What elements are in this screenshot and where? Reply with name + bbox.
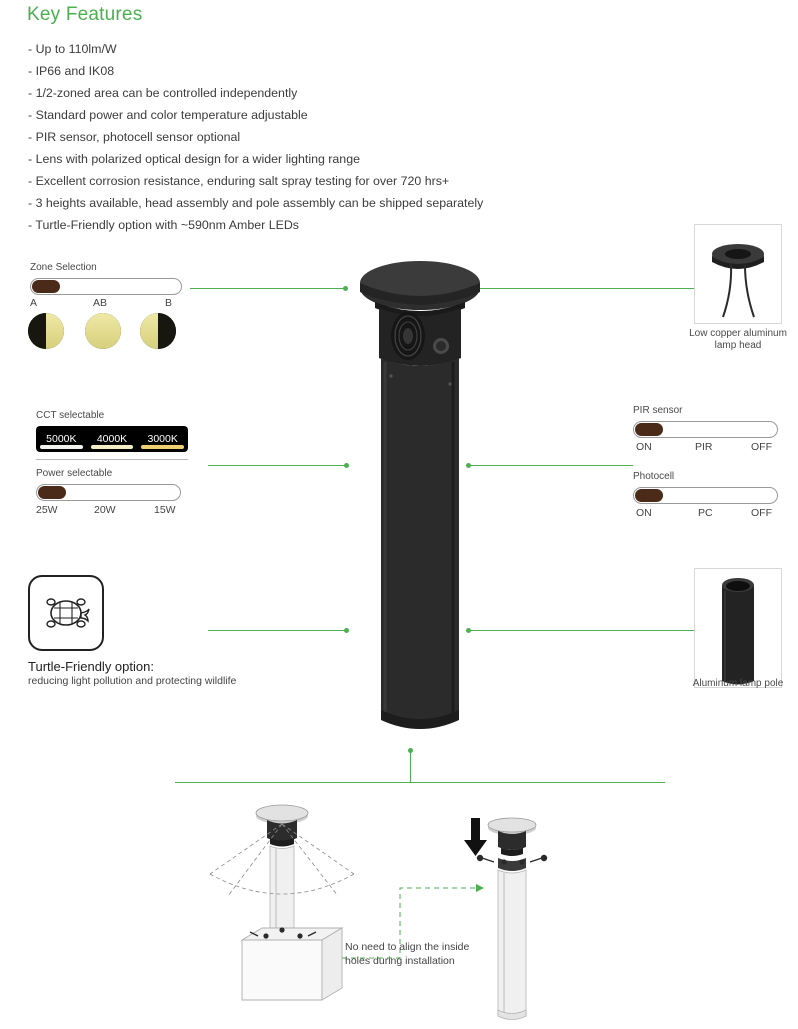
lamp-head-caption-line1: Low copper aluminum (689, 328, 787, 339)
pir-label: PIR sensor (633, 405, 683, 416)
photocell-ticks (633, 507, 778, 521)
cct-swatch (141, 445, 184, 449)
photocell-label: Photocell (633, 471, 675, 482)
photocell-block (633, 471, 778, 521)
zone-selection-block (30, 262, 182, 353)
key-feature-item: - Standard power and color temperature adjustable (28, 108, 308, 122)
lamp-pole-photo (694, 568, 782, 688)
lamp-head-illustration (695, 225, 781, 323)
key-feature-item: - Turtle-Friendly option with ~590nm Amber LEDs (28, 218, 299, 232)
cct-selector[interactable] (36, 426, 188, 452)
connector-line (468, 630, 694, 631)
zone-selection-label: Zone Selection (30, 262, 97, 273)
cct-option-5000k[interactable] (36, 426, 87, 452)
cct-swatch (40, 445, 83, 449)
connector-dot (344, 463, 349, 468)
cct-block (36, 410, 188, 460)
pir-tick-off: OFF (751, 441, 772, 453)
zone-selection-slider[interactable] (30, 278, 182, 295)
cct-option-label: 4000K (96, 433, 128, 445)
connector-line (208, 465, 346, 466)
power-block (36, 468, 181, 518)
key-feature-item: - Excellent corrosion resistance, enduring salt spray testing for over 720 hrs+ (28, 174, 450, 188)
zone-preview-icons (30, 313, 182, 353)
lamp-head-photo (694, 224, 782, 324)
key-feature-item: - 1/2-zoned area can be controlled independently (28, 86, 298, 100)
key-feature-item: - Up to 110lm/W (28, 42, 117, 56)
page-title: Key Features (27, 4, 143, 25)
cct-swatch (91, 445, 134, 449)
zone-preview-ab-icon (85, 313, 121, 349)
turtle-icon (28, 575, 104, 651)
cct-option-label: 3000K (147, 433, 178, 445)
pir-slider[interactable] (633, 421, 778, 438)
divider (36, 459, 188, 460)
key-feature-item: - IP66 and IK08 (28, 64, 115, 78)
slider-knob[interactable] (32, 280, 60, 293)
connector-dot (344, 628, 349, 633)
cct-option-4000k[interactable] (87, 426, 138, 452)
power-label: Power selectable (36, 468, 113, 479)
connector-dot (408, 748, 413, 753)
installation-diagram (170, 770, 770, 1024)
key-feature-item: - PIR sensor, photocell sensor optional (28, 130, 241, 144)
turtle-title: Turtle-Friendly option: (28, 659, 154, 674)
bollard-illustration (355, 258, 485, 748)
lamp-pole-illustration (695, 569, 781, 687)
zone-preview-b-icon (140, 313, 176, 349)
zone-tick-a: A (30, 297, 38, 309)
slider-knob[interactable] (38, 486, 66, 499)
photocell-tick-on: ON (636, 507, 652, 519)
install-note-line2: holes during installation (345, 955, 455, 967)
cct-option-3000k[interactable] (137, 426, 188, 452)
pir-sensor-block (633, 405, 778, 455)
power-tick-15w: 15W (154, 504, 176, 516)
connector-dot (343, 286, 348, 291)
slider-knob[interactable] (635, 489, 663, 502)
install-note-line1: No need to align the inside (345, 941, 470, 953)
pir-ticks (633, 441, 778, 455)
installation-illustration (170, 770, 770, 1024)
cct-option-label: 5000K (46, 433, 77, 445)
key-feature-item: - 3 heights available, head assembly and pole assembly can be shipped separately (28, 196, 484, 210)
key-features-list (28, 38, 648, 236)
connector-line (468, 465, 633, 466)
turtle-subtitle: reducing light pollution and protecting wildlife (28, 675, 237, 687)
connector-line (190, 288, 345, 289)
photocell-slider[interactable] (633, 487, 778, 504)
pir-tick-pir: PIR (695, 441, 713, 453)
photocell-tick-pc: PC (698, 507, 713, 519)
zone-preview-a-icon (28, 313, 64, 349)
zone-tick-ab: AB (93, 297, 108, 309)
slider-knob[interactable] (635, 423, 663, 436)
pir-tick-on: ON (636, 441, 652, 453)
turtle-friendly-block (28, 575, 328, 687)
turtle-glyph (40, 592, 92, 634)
key-feature-item: - Lens with polarized optical design for a wider lighting range (28, 152, 360, 166)
lamp-head-caption-line2: lamp head (714, 340, 762, 351)
power-slider[interactable] (36, 484, 181, 501)
power-tick-25w: 25W (36, 504, 58, 516)
lamp-head-caption (678, 328, 798, 352)
zone-selection-ticks (30, 297, 182, 311)
power-tick-20w: 20W (94, 504, 116, 516)
bollard-product-image (355, 258, 485, 748)
photocell-tick-off: OFF (751, 507, 772, 519)
cct-label: CCT selectable (36, 410, 105, 421)
connector-line (468, 288, 694, 289)
zone-tick-b: B (165, 297, 173, 309)
install-note (345, 940, 545, 968)
power-ticks (36, 504, 181, 518)
lamp-pole-caption: Aluminum lamp pole (692, 678, 784, 689)
